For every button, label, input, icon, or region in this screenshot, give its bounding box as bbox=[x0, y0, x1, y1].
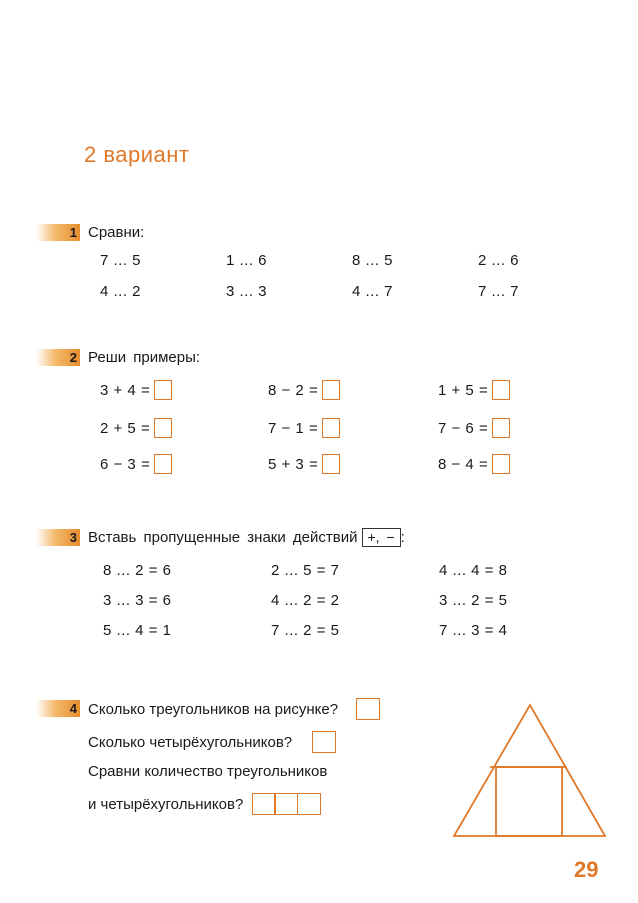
outer-triangle bbox=[454, 705, 605, 836]
answer-box[interactable] bbox=[322, 380, 340, 400]
task-4-number: 4 bbox=[69, 700, 77, 716]
task-1-header bbox=[36, 222, 144, 242]
equation[interactable]: 3 ... 2 = 5 bbox=[439, 592, 508, 609]
task-4-badge bbox=[36, 700, 80, 717]
task-4-question-3: и четырёхугольников? bbox=[88, 795, 244, 813]
answer-box[interactable] bbox=[356, 698, 380, 720]
answer-box[interactable] bbox=[312, 731, 336, 753]
task-3-header bbox=[36, 527, 405, 547]
equation[interactable]: 4 ... 2 = 2 bbox=[271, 592, 340, 609]
task-1-badge bbox=[36, 224, 80, 241]
task-2-row-3 bbox=[100, 454, 510, 474]
task-4-header bbox=[36, 698, 80, 718]
answer-box[interactable] bbox=[322, 418, 340, 438]
task-3-number: 3 bbox=[69, 529, 77, 545]
answer-box[interactable] bbox=[322, 454, 340, 474]
compare-cell: 7 ... 7 bbox=[478, 283, 520, 300]
equation[interactable]: 7 ... 3 = 4 bbox=[439, 622, 508, 639]
task-2-label: Реши примеры: bbox=[88, 348, 201, 366]
equation[interactable]: 2 ... 5 = 7 bbox=[271, 562, 340, 579]
task-3-row-2 bbox=[103, 592, 507, 609]
task-3-row-3 bbox=[103, 622, 507, 639]
task-1-number: 1 bbox=[69, 224, 77, 240]
task-4-question-1: Сколько треугольников на рисунке? bbox=[88, 700, 339, 718]
task-1-row-2 bbox=[100, 283, 519, 300]
answer-box[interactable] bbox=[297, 793, 321, 815]
example: 2 + 5 = bbox=[100, 419, 151, 437]
task-3-label bbox=[88, 528, 405, 547]
variant-title: 2 вариант bbox=[84, 142, 190, 167]
task-3-row-1 bbox=[103, 562, 507, 579]
equation[interactable]: 8 ... 2 = 6 bbox=[103, 562, 172, 579]
answer-box[interactable] bbox=[492, 418, 510, 438]
task-2-number: 2 bbox=[69, 349, 77, 365]
example: 7 − 6 = bbox=[438, 419, 489, 437]
inner-square bbox=[496, 767, 562, 836]
answer-box[interactable] bbox=[154, 454, 172, 474]
compare-cell: 4 ... 2 bbox=[100, 283, 142, 300]
compare-cell: 3 ... 3 bbox=[226, 283, 268, 300]
compare-cell: 8 ... 5 bbox=[352, 252, 394, 269]
answer-box[interactable] bbox=[154, 418, 172, 438]
example: 6 − 3 = bbox=[100, 455, 151, 473]
task-2-badge bbox=[36, 349, 80, 366]
equation[interactable]: 5 ... 4 = 1 bbox=[103, 622, 172, 639]
answer-box[interactable] bbox=[154, 380, 172, 400]
task-2-row-1 bbox=[100, 380, 510, 400]
equation[interactable]: 7 ... 2 = 5 bbox=[271, 622, 340, 639]
triangle-square-figure bbox=[448, 700, 612, 842]
operations-box: +, − bbox=[362, 528, 401, 547]
task-1-label: Сравни: bbox=[88, 223, 145, 241]
example: 7 − 1 = bbox=[268, 419, 319, 437]
equation[interactable]: 3 ... 3 = 6 bbox=[103, 592, 172, 609]
example: 1 + 5 = bbox=[438, 381, 489, 399]
task-4-line-4 bbox=[88, 793, 321, 815]
answer-box[interactable] bbox=[492, 380, 510, 400]
compare-cell: 2 ... 6 bbox=[478, 252, 520, 269]
example: 8 − 2 = bbox=[268, 381, 319, 399]
task-4-line-3: Сравни количество треугольников bbox=[88, 763, 328, 780]
comparison-answer-boxes[interactable] bbox=[253, 793, 321, 815]
answer-box[interactable] bbox=[492, 454, 510, 474]
task-3-badge bbox=[36, 529, 80, 546]
task-2-header bbox=[36, 347, 200, 367]
equation[interactable]: 4 ... 4 = 8 bbox=[439, 562, 508, 579]
task-3-text: Вставь пропущенные знаки действий bbox=[88, 528, 358, 546]
example: 8 − 4 = bbox=[438, 455, 489, 473]
compare-cell: 1 ... 6 bbox=[226, 252, 268, 269]
compare-cell: 4 ... 7 bbox=[352, 283, 394, 300]
example: 3 + 4 = bbox=[100, 381, 151, 399]
page-number: 29 bbox=[574, 857, 599, 882]
task-1-row-1 bbox=[100, 252, 519, 269]
example: 5 + 3 = bbox=[268, 455, 319, 473]
task-2-row-2 bbox=[100, 418, 510, 438]
compare-cell: 7 ... 5 bbox=[100, 252, 142, 269]
task-4-line-1 bbox=[88, 698, 380, 720]
task-4-question-2: Сколько четырёхугольников? bbox=[88, 733, 293, 751]
answer-box[interactable] bbox=[274, 793, 298, 815]
task-4-line-2 bbox=[88, 731, 336, 753]
task-3-colon: : bbox=[400, 528, 405, 546]
answer-box[interactable] bbox=[252, 793, 276, 815]
